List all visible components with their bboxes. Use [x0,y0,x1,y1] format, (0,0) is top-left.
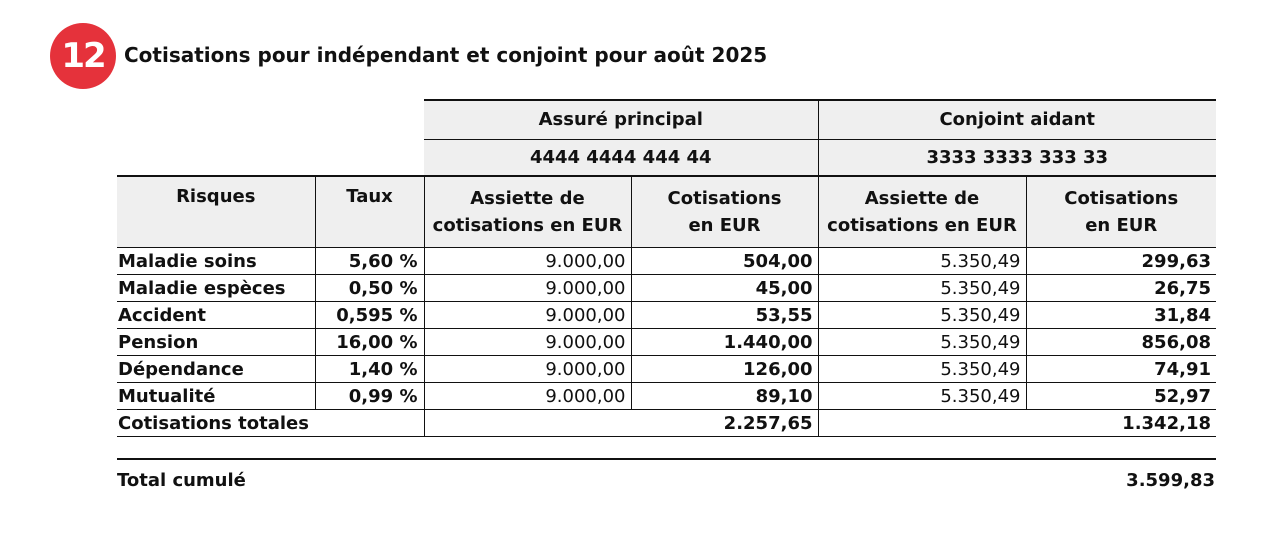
col-principal-cotisations [631,176,818,248]
principal-contribution: 126,00 [631,356,818,383]
col-conjoint-assiette [818,176,1026,248]
group-header-row [117,100,1216,139]
principal-base: 9.000,00 [424,356,631,383]
col-label-line1: Assiette de [864,188,980,209]
conjoint-base: 5.350,49 [818,275,1026,302]
principal-contribution: 45,00 [631,275,818,302]
conjoint-contribution: 299,63 [1026,248,1216,275]
principal-contribution: 53,55 [631,302,818,329]
table-row [117,248,1216,275]
conjoint-base: 5.350,49 [818,329,1026,356]
risk-label: Maladie soins [117,248,315,275]
conjoint-contribution: 31,84 [1026,302,1216,329]
col-label-line2: cotisations en EUR [827,215,1017,236]
table-row [117,383,1216,410]
col-taux: Taux [315,176,424,248]
table-row [117,356,1216,383]
conjoint-base: 5.350,49 [818,383,1026,410]
cumulative-total-value: 3.599,83 [1126,470,1215,491]
rate-value: 0,99 % [315,383,424,410]
risk-label: Mutualité [117,383,315,410]
risk-label: Accident [117,302,315,329]
rate-value: 1,40 % [315,356,424,383]
table-row [117,275,1216,302]
principal-base: 9.000,00 [424,275,631,302]
group-principal-id: 4444 4444 444 44 [424,139,818,176]
table-row [117,329,1216,356]
conjoint-contribution: 52,97 [1026,383,1216,410]
contributions-table [117,99,1216,437]
principal-contribution: 1.440,00 [631,329,818,356]
col-label-line1: Assiette de [470,188,585,209]
conjoint-base: 5.350,49 [818,248,1026,275]
group-conjoint-id: 3333 3333 333 33 [818,139,1216,176]
col-label-line2: en EUR [688,215,761,236]
risk-label: Pension [117,329,315,356]
rate-value: 5,60 % [315,248,424,275]
column-header-row [117,176,1216,248]
principal-total: 2.257,65 [424,410,818,437]
col-label-line2: en EUR [1085,215,1158,236]
cumulative-total-label: Total cumulé [117,470,246,491]
rate-value: 0,50 % [315,275,424,302]
risk-label: Maladie espèces [117,275,315,302]
principal-contribution: 89,10 [631,383,818,410]
totals-row [117,410,1216,437]
conjoint-contribution: 74,91 [1026,356,1216,383]
principal-base: 9.000,00 [424,383,631,410]
totals-label: Cotisations totales [117,410,424,437]
conjoint-total: 1.342,18 [818,410,1216,437]
rate-value: 16,00 % [315,329,424,356]
conjoint-base: 5.350,49 [818,356,1026,383]
col-label-line1: Cotisations [1064,188,1179,209]
conjoint-base: 5.350,49 [818,302,1026,329]
section-number-badge: 12 [50,23,116,89]
conjoint-contribution: 856,08 [1026,329,1216,356]
principal-contribution: 504,00 [631,248,818,275]
rate-value: 0,595 % [315,302,424,329]
group-conjoint-label: Conjoint aidant [818,100,1216,139]
group-principal-label: Assuré principal [424,100,818,139]
col-label-line2: cotisations en EUR [432,215,623,236]
page-title: Cotisations pour indépendant et conjoint pour août 2025 [124,43,768,67]
cumulative-total [117,458,1216,491]
col-risques: Risques [117,176,315,248]
col-label-line1: Cotisations [667,188,782,209]
col-conjoint-cotisations [1026,176,1216,248]
risk-label: Dépendance [117,356,315,383]
table-row [117,302,1216,329]
principal-base: 9.000,00 [424,248,631,275]
conjoint-contribution: 26,75 [1026,275,1216,302]
principal-base: 9.000,00 [424,329,631,356]
group-id-row [117,139,1216,176]
principal-base: 9.000,00 [424,302,631,329]
col-principal-assiette [424,176,631,248]
